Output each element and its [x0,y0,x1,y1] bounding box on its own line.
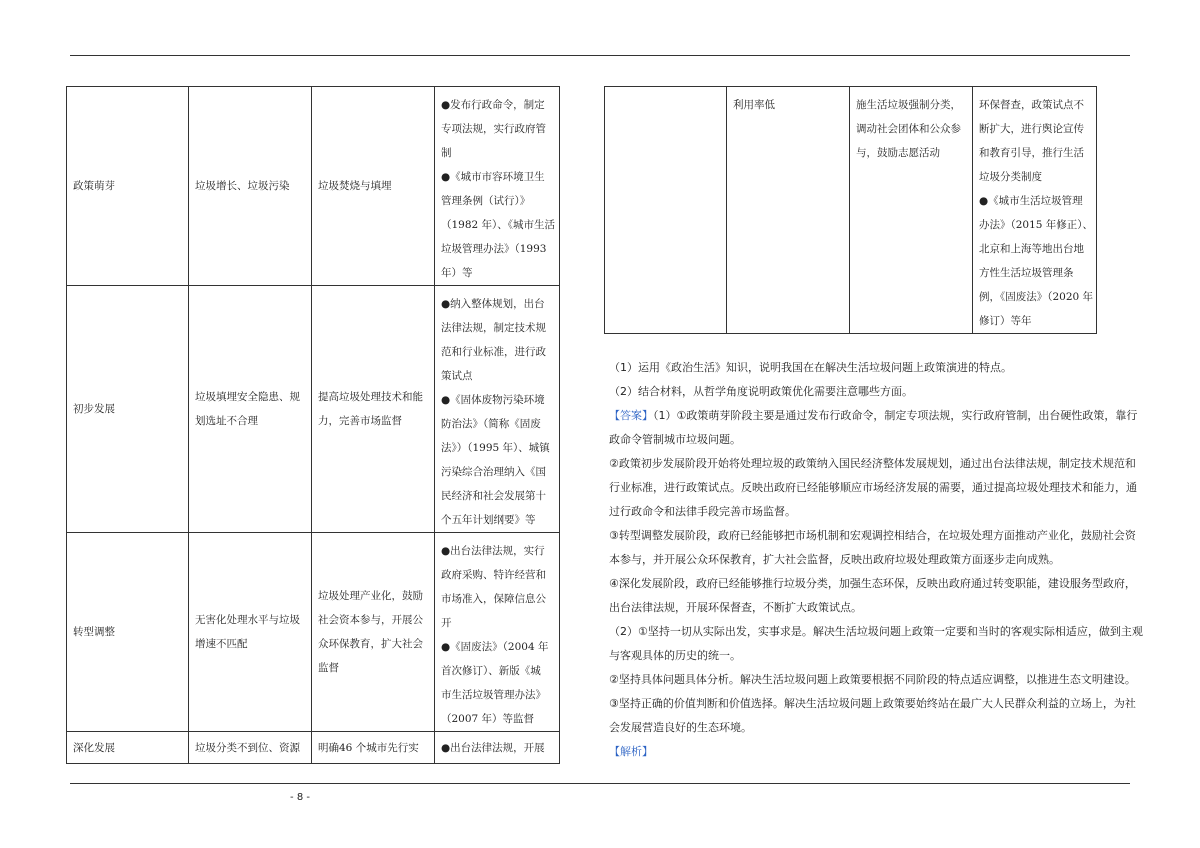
stage-cell: 转型调整 [67,533,189,732]
answer-tag: 【答案】 [609,409,653,422]
page-number: - 8 - [290,792,310,803]
table-row [605,87,1097,334]
answer-line: 过行政命令和法律手段完善市场监督。 [609,505,796,518]
goal-cell: 垃圾焚烧与填埋 [312,87,435,286]
answer-line: 与客观具体的历史的统一。 [609,649,741,662]
answer-line: 出台法律法规，开展环保督查，不断扩大政策试点。 [609,601,862,614]
goal-cell: 明确46 个城市先行实 [312,732,435,764]
answer-line: 政命令管制城市垃圾问题。 [609,433,741,446]
problem-cell: 无害化处理水平与垃圾 增速不匹配 [189,533,312,732]
header-rule [70,55,1130,56]
question-2: （2）结合材料，从哲学角度说明政策优化需要注意哪些方面。 [609,385,913,398]
table-row [67,732,560,764]
answer-first-line: 【答案】（1）①政策萌芽阶段主要是通过发布行政命令，制定专项法规，实行政府管制，出台硬性政策，靠行 [609,409,1138,422]
goal-cell: 提高垃圾处理技术和能 力，完善市场监督 [312,286,435,533]
problem-cell: 垃圾填埋安全隐患、规 划选址不合理 [189,286,312,533]
goal-cell: 施生活垃圾强制分类， 调动社会团体和公众参 与，鼓励志愿活动 [850,87,973,334]
goal-cell: 垃圾处理产业化，鼓励 社会资本参与，开展公 众环保教育，扩大社会 监督 [312,533,435,732]
measures-cell: ●纳入整体规划，出台 法律法规，制定技术规 范和行业标准，进行政 策试点 ●《固体废物污染环境 防治法》（简称《固废 法》）（1995 年）、城镇 污染综合治理纳入《国 民经济和社会发展第十 个五年计划纲要》等 [435,286,560,533]
problem-cell: 垃圾分类不到位、资源 [189,732,312,764]
problem-cell: 垃圾增长、垃圾污染 [189,87,312,286]
problem-cell: 利用率低 [727,87,850,334]
footer-rule [70,783,1130,784]
stage-cell [605,87,727,334]
measures-cell: ●出台法律法规，实行 政府采购、特许经营和 市场准入，保障信息公 开 ●《固废法》（2004 年 首次修订）、新版《城 市生活垃圾管理办法》 （2007 年）等监督 [435,533,560,732]
answer-line: 本参与，并开展公众环保教育，扩大社会监督，反映出政府垃圾处理政策方面逐步走向成熟。 [609,553,1060,566]
stage-cell: 初步发展 [67,286,189,533]
answer-line: 会发展营造良好的生态环境。 [609,721,752,734]
answer-line: ③坚持正确的价值判断和价值选择。解决生活垃圾问题上政策要始终站在最广大人民群众利益的立场上，为社 [609,697,1136,710]
table-row [67,286,560,533]
table-row [67,87,560,286]
answer-line: ③转型调整发展阶段，政府已经能够把市场机制和宏观调控相结合，在垃圾处理方面推动产业化，鼓励社会资 [609,529,1136,542]
answer-line: ②坚持具体问题具体分析。解决生活垃圾问题上政策要根据不同阶段的特点适应调整，以推进生态文明建设。 [609,673,1136,686]
policy-table-right [604,86,1097,334]
question-1: （1）运用《政治生活》知识，说明我国在在解决生活垃圾问题上政策演进的特点。 [609,361,1012,374]
stage-cell: 深化发展 [67,732,189,764]
question-answer-section [609,356,1143,764]
measures-cell: ●出台法律法规，开展 [435,732,560,764]
policy-table-left [66,86,560,764]
measures-cell: 环保督查，政策试点不 断扩大，进行舆论宣传 和教育引导，推行生活 垃圾分类制度 ●《城市生活垃圾管理 办法》（2015 年修正）、 北京和上海等地出台地 方性生活垃圾管理条 例，《固废法》（2020 年 修订）等年 [973,87,1097,334]
measures-cell: ●发布行政命令，制定 专项法规，实行政府管 制 ●《城市市容环境卫生 管理条例（试行）》 （1982 年）、《城市生活 垃圾管理办法》（1993 年）等 [435,87,560,286]
answer-line: ②政策初步发展阶段开始将处理垃圾的政策纳入国民经济整体发展规划，通过出台法律法规，制定技术规范和 [609,457,1136,470]
table-row [67,533,560,732]
answer-line: （2）①坚持一切从实际出发，实事求是。解决生活垃圾问题上政策一定要和当时的客观实际相适应，做到主观 [609,625,1143,638]
stage-cell: 政策萌芽 [67,87,189,286]
analysis-tag: 【解析】 [609,745,653,758]
answer-line: 行业标准，进行政策试点。反映出政府已经能够顺应市场经济发展的需要，通过提高垃圾处理技术和能力，通 [609,481,1137,494]
answer-line: ④深化发展阶段，政府已经能够推行垃圾分类，加强生态环保，反映出政府通过转变职能，建设服务型政府， [609,577,1136,590]
